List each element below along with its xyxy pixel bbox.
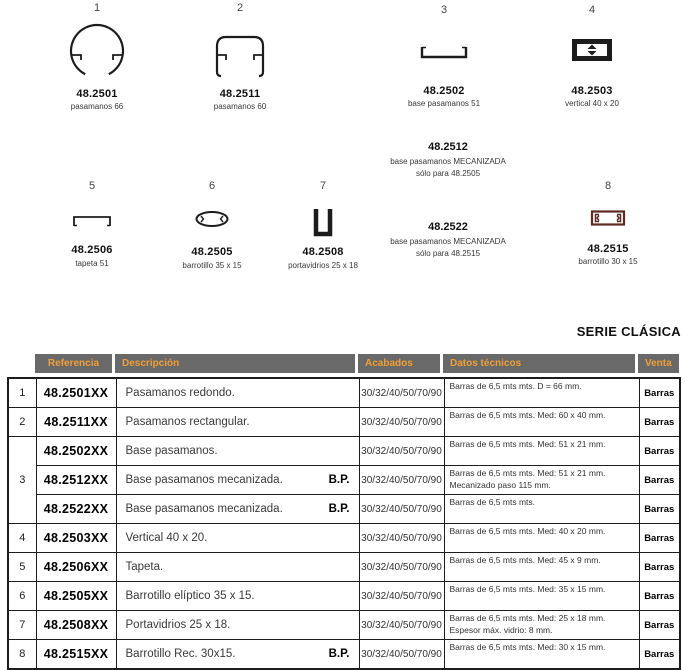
finishes-cell: 30/32/40/50/70/90 — [359, 408, 444, 437]
table-row — [8, 553, 680, 582]
finishes-cell: 30/32/40/50/70/90 — [359, 466, 444, 495]
description-text: Base pasamanos mecanizada. — [125, 474, 283, 486]
tech-data-cell — [444, 408, 639, 437]
table-row — [8, 524, 680, 553]
description-cell — [116, 524, 359, 553]
table-row — [8, 640, 680, 670]
handrail-round-profile-icon — [67, 25, 127, 79]
profile-label: barrotillo 35 x 15 — [182, 261, 242, 270]
reference-cell: 48.2508XX — [36, 611, 116, 640]
profile-code: 48.2506 — [71, 244, 113, 256]
row-number: 2 — [8, 408, 36, 437]
profile-code: 48.2508 — [302, 246, 344, 258]
reference-cell: 48.2502XX — [36, 437, 116, 466]
sale-unit-cell: Barras — [639, 640, 680, 670]
tech-data-cell — [444, 524, 639, 553]
table-row — [8, 437, 680, 466]
sale-unit-cell: Barras — [639, 582, 680, 611]
reference-cell: 48.2506XX — [36, 553, 116, 582]
profile-number-2: 2 — [236, 2, 244, 14]
tech-data-line: Barras de 6,5 mts mts. — [449, 497, 535, 507]
column-header-referencia: Referencia — [35, 354, 112, 373]
profile-code: 48.2511 — [219, 88, 261, 100]
sale-unit-cell: Barras — [639, 437, 680, 466]
profile-number-1: 1 — [93, 2, 101, 14]
profile-number-8: 8 — [604, 180, 612, 192]
description-text: Pasamanos redondo. — [125, 387, 235, 399]
description-cell — [116, 466, 359, 495]
description-text: Barrotillo Rec. 30x15. — [125, 648, 236, 660]
description-text: Base pasamanos. — [125, 445, 218, 457]
profile-code: 48.2502 — [423, 85, 465, 97]
bp-flag: B.P. — [328, 474, 350, 486]
sale-unit-cell: Barras — [639, 495, 680, 524]
sale-unit-cell: Barras — [639, 466, 680, 495]
description-cell — [116, 553, 359, 582]
row-number: 3 — [8, 437, 36, 524]
vertical-profile-icon — [572, 39, 612, 61]
description-cell — [116, 582, 359, 611]
note-code-2522: 48.2522 — [428, 221, 468, 233]
bp-flag: B.P. — [328, 503, 350, 515]
tech-data-line: Barras de 6,5 mts mts. Med: 30 x 15 mm. — [449, 642, 606, 652]
tech-data-line: Barras de 6,5 mts mts. Med: 51 x 21 mm. — [449, 439, 606, 449]
description-cell — [116, 378, 359, 408]
bp-flag: B.P. — [328, 648, 350, 660]
description-cell — [116, 495, 359, 524]
description-cell — [116, 611, 359, 640]
finishes-cell: 30/32/40/50/70/90 — [359, 611, 444, 640]
profile-label: barrotillo 30 x 15 — [578, 257, 638, 266]
profile-code: 48.2503 — [571, 85, 613, 97]
cover-strip-profile-icon — [70, 212, 114, 228]
description-text: Portavidrios 25 x 18. — [125, 619, 231, 631]
tech-data-line: Barras de 6,5 mts mts. Med: 35 x 15 mm. — [449, 584, 606, 594]
row-number: 1 — [8, 378, 36, 408]
column-header-acabados: Acabados — [358, 354, 440, 373]
profile-label: pasamanos 66 — [70, 102, 124, 111]
column-header-venta: Venta — [638, 354, 679, 373]
row-number: 6 — [8, 582, 36, 611]
finishes-cell: 30/32/40/50/70/90 — [359, 378, 444, 408]
profile-number-5: 5 — [88, 180, 96, 192]
profile-label: tapeta 51 — [75, 259, 109, 268]
section-title: SERIE CLÁSICA — [576, 324, 681, 339]
description-cell — [116, 437, 359, 466]
tech-data-line: Barras de 6,5 mts mts. Med: 40 x 20 mm. — [449, 526, 606, 536]
tech-data-cell — [444, 640, 639, 670]
tech-data-cell — [444, 553, 639, 582]
reference-cell: 48.2505XX — [36, 582, 116, 611]
tech-data-line: Barras de 6,5 mts mts. D = 66 mm. — [449, 381, 582, 391]
reference-cell: 48.2511XX — [36, 408, 116, 437]
handrail-rect-profile-icon — [210, 30, 270, 78]
reference-cell: 48.2503XX — [36, 524, 116, 553]
finishes-cell: 30/32/40/50/70/90 — [359, 524, 444, 553]
note-line: sólo para 48.2505 — [415, 169, 481, 178]
table-row — [8, 611, 680, 640]
tech-data-line: Barras de 6,5 mts mts. Med: 51 x 21 mm. — [449, 468, 606, 478]
finishes-cell: 30/32/40/50/70/90 — [359, 553, 444, 582]
table-row — [8, 582, 680, 611]
description-text: Base pasamanos mecanizada. — [125, 503, 283, 515]
handrail-base-profile-icon — [419, 44, 469, 60]
profile-code: 48.2515 — [587, 243, 629, 255]
finishes-cell: 30/32/40/50/70/90 — [359, 582, 444, 611]
sale-unit-cell: Barras — [639, 553, 680, 582]
row-number: 5 — [8, 553, 36, 582]
rect-bar-profile-icon — [590, 209, 626, 227]
sale-unit-cell: Barras — [639, 611, 680, 640]
reference-cell: 48.2522XX — [36, 495, 116, 524]
profile-label: vertical 40 x 20 — [565, 99, 619, 108]
finishes-cell: 30/32/40/50/70/90 — [359, 640, 444, 670]
profile-label: portavidrios 25 x 18 — [288, 261, 358, 270]
note-code-2512: 48.2512 — [428, 141, 468, 153]
tech-data-line: Mecanizado paso 115 mm. — [449, 479, 551, 490]
table-row — [8, 466, 680, 495]
tech-data-cell — [444, 466, 639, 495]
finishes-cell: 30/32/40/50/70/90 — [359, 495, 444, 524]
description-cell — [116, 640, 359, 670]
table-row — [8, 378, 680, 408]
tech-data-cell — [444, 582, 639, 611]
profile-code: 48.2505 — [191, 246, 233, 258]
products-table — [7, 377, 681, 670]
table-row — [8, 495, 680, 524]
description-text: Barrotillo elíptico 35 x 15. — [125, 590, 255, 602]
profile-number-7: 7 — [319, 180, 327, 192]
note-line: base pasamanos MECANIZADA — [390, 237, 506, 246]
finishes-cell: 30/32/40/50/70/90 — [359, 437, 444, 466]
profile-code: 48.2501 — [76, 88, 118, 100]
profile-number-4: 4 — [588, 4, 596, 16]
column-header-descripcion: Descripción — [115, 354, 355, 373]
elliptic-bar-profile-icon — [194, 210, 230, 228]
sale-unit-cell: Barras — [639, 378, 680, 408]
profile-number-6: 6 — [208, 180, 216, 192]
column-header-datos-tecnicos: Datos técnicos — [443, 354, 635, 373]
tech-data-cell — [444, 495, 639, 524]
glass-holder-profile-icon — [312, 207, 334, 237]
tech-data-cell — [444, 378, 639, 408]
reference-cell: 48.2515XX — [36, 640, 116, 670]
sale-unit-cell: Barras — [639, 524, 680, 553]
tech-data-line: Barras de 6,5 mts mts. Med: 25 x 18 mm. — [449, 613, 606, 623]
tech-data-line: Barras de 6,5 mts mts. Med: 60 x 40 mm. — [449, 410, 606, 420]
tech-data-line: Barras de 6,5 mts mts. Med: 45 x 9 mm. — [449, 555, 601, 565]
sale-unit-cell: Barras — [639, 408, 680, 437]
note-line: sólo para 48.2515 — [415, 249, 481, 258]
description-cell — [116, 408, 359, 437]
row-number: 4 — [8, 524, 36, 553]
reference-cell: 48.2501XX — [36, 378, 116, 408]
tech-data-line: Espesor máx. vidrio: 8 mm. — [449, 624, 553, 635]
description-text: Pasamanos rectangular. — [125, 416, 250, 428]
row-number: 8 — [8, 640, 36, 670]
profile-label: pasamanos 60 — [213, 102, 267, 111]
tech-data-cell — [444, 437, 639, 466]
description-text: Vertical 40 x 20. — [125, 532, 208, 544]
note-line: base pasamanos MECANIZADA — [390, 157, 506, 166]
profile-number-3: 3 — [440, 4, 448, 16]
table-row — [8, 408, 680, 437]
tech-data-cell — [444, 611, 639, 640]
description-text: Tapeta. — [125, 561, 164, 573]
row-number: 7 — [8, 611, 36, 640]
reference-cell: 48.2512XX — [36, 466, 116, 495]
profile-label: base pasamanos 51 — [407, 99, 481, 108]
